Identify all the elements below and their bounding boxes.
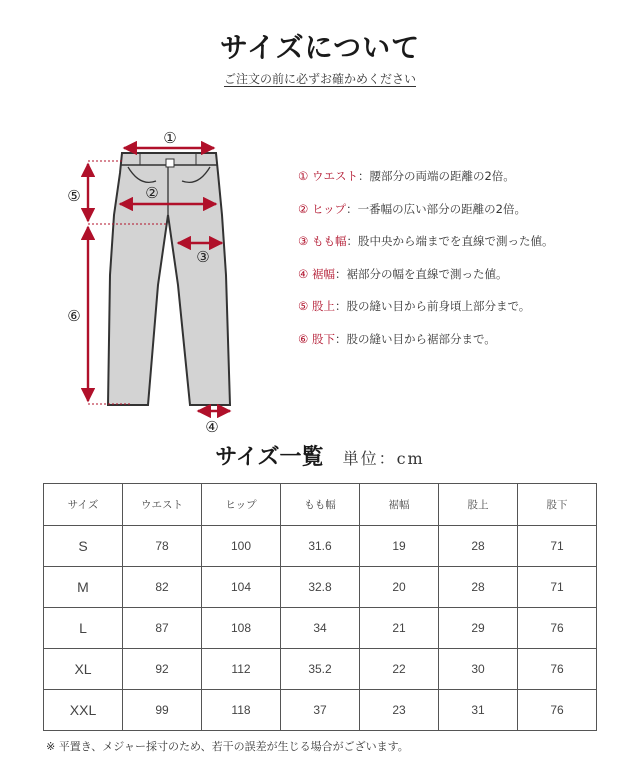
pants-silhouette — [108, 153, 230, 405]
table-cell: 32.8 — [281, 567, 360, 608]
size-table-heading — [0, 440, 640, 471]
table-cell: L — [44, 608, 123, 649]
table-cell: 21 — [360, 608, 439, 649]
table-cell: S — [44, 526, 123, 567]
table-cell: 23 — [360, 690, 439, 731]
legend-item-waist: ① ウエスト：腰部分の両端の距離の2倍。 — [298, 169, 515, 183]
marker-2: ② — [145, 184, 159, 202]
legend-item-rise: ⑤ 股上：股の縫い目から前身頃上部分まで。 — [298, 299, 531, 313]
legend-item-hem: ④ 裾幅：裾部分の幅を直線で測った値。 — [298, 266, 508, 281]
table-cell: 82 — [123, 567, 202, 608]
table-cell: 71 — [518, 526, 597, 567]
legend-item-hip: ② ヒップ：一番幅の広い部分の距離の2倍。 — [298, 201, 526, 216]
table-cell: 76 — [518, 690, 597, 731]
size-table-title: サイズ一覧 — [215, 445, 324, 470]
size-table — [43, 483, 597, 731]
marker-5: ⑤ — [67, 187, 81, 205]
page-subtitle: ご注文の前に必ずお確かめください — [223, 72, 416, 86]
marker-6: ⑥ — [67, 307, 81, 325]
table-row — [44, 608, 597, 649]
table-cell: 20 — [360, 567, 439, 608]
table-cell: 100 — [202, 526, 281, 567]
table-cell: 78 — [123, 526, 202, 567]
table-row — [44, 567, 597, 608]
table-cell: 71 — [518, 567, 597, 608]
table-row — [44, 690, 597, 731]
pants-measurement-diagram — [40, 115, 270, 445]
table-cell: 112 — [202, 649, 281, 690]
table-cell: XL — [44, 649, 123, 690]
table-cell: 37 — [281, 690, 360, 731]
table-cell: 76 — [518, 649, 597, 690]
table-cell: 35.2 — [281, 649, 360, 690]
column-header: 股下 — [518, 484, 597, 526]
table-cell: 28 — [439, 526, 518, 567]
measurement-legend — [298, 160, 628, 355]
table-cell: 92 — [123, 649, 202, 690]
table-row — [44, 649, 597, 690]
column-header: 裾幅 — [360, 484, 439, 526]
legend-item-inseam: ⑥ 股下：股の縫い目から裾部分まで。 — [298, 331, 496, 346]
column-header: ウエスト — [123, 484, 202, 526]
column-header: サイズ — [44, 484, 123, 526]
table-cell: 31.6 — [281, 526, 360, 567]
table-cell: M — [44, 567, 123, 608]
table-cell: 30 — [439, 649, 518, 690]
table-cell: 29 — [439, 608, 518, 649]
table-cell: 31 — [439, 690, 518, 731]
table-row — [44, 526, 597, 567]
marker-3: ③ — [196, 248, 210, 266]
marker-1: ① — [163, 129, 177, 147]
column-header: もも幅 — [281, 484, 360, 526]
table-cell: 99 — [123, 690, 202, 731]
column-header: 股上 — [439, 484, 518, 526]
table-cell: 108 — [202, 608, 281, 649]
marker-4: ④ — [205, 418, 219, 436]
table-cell: 34 — [281, 608, 360, 649]
table-cell: 87 — [123, 608, 202, 649]
table-cell: 118 — [202, 690, 281, 731]
table-cell: 76 — [518, 608, 597, 649]
table-cell: XXL — [44, 690, 123, 731]
table-cell: 22 — [360, 649, 439, 690]
table-cell: 28 — [439, 567, 518, 608]
measurement-note: ※ 平置き、メジャー採寸のため、若干の誤差が生じる場合がございます。 — [46, 740, 409, 753]
table-cell: 104 — [202, 567, 281, 608]
size-table-unit: 単位：cm — [342, 449, 425, 468]
table-header-row — [44, 484, 597, 526]
table-cell: 19 — [360, 526, 439, 567]
column-header: ヒップ — [202, 484, 281, 526]
legend-item-thigh: ③ もも幅：股中央から端までを直線で測った値。 — [298, 234, 554, 248]
page-title: サイズについて — [219, 31, 421, 64]
